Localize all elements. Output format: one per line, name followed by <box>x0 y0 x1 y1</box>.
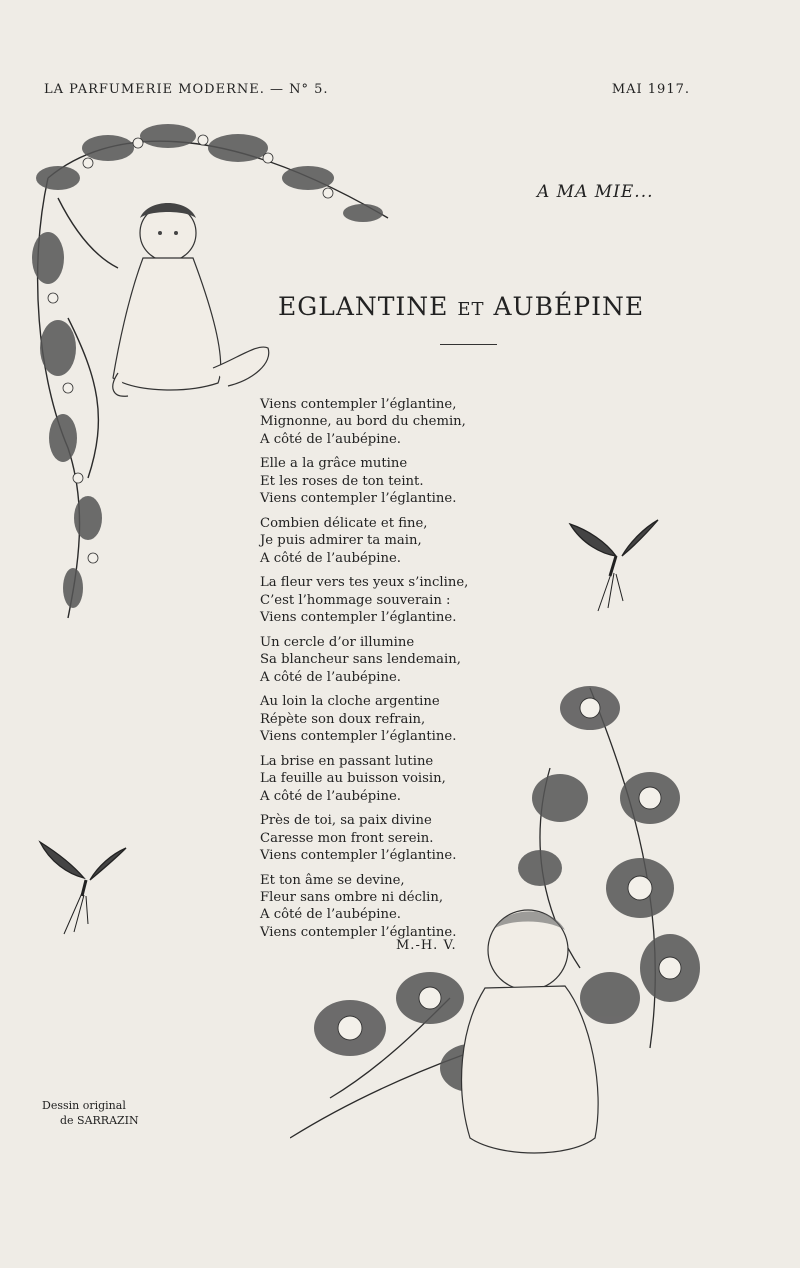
poem-line: Caresse mon front serein. <box>260 830 434 846</box>
poem-title <box>278 292 644 321</box>
poem-line: Mignonne, au bord du chemin, <box>260 414 466 430</box>
poem-line: La fleur vers tes yeux s’incline, <box>260 575 469 591</box>
poem-line: Je puis admirer ta main, <box>260 533 422 549</box>
poem-line: Viens contempler l’églantine. <box>260 729 457 745</box>
poem-line: Elle a la grâce mutine <box>260 456 408 472</box>
poem-line: Près de toi, sa paix divine <box>260 813 432 829</box>
title-rule <box>440 344 497 345</box>
title-part2: AUBÉPINE <box>493 292 645 321</box>
page-header <box>44 82 690 97</box>
poem-stanza <box>260 515 468 567</box>
journal-title: LA PARFUMERIE MODERNE. — N° 5. <box>44 82 329 97</box>
credit-line-1: Dessin original <box>42 1099 126 1112</box>
poem-line: Répète son doux refrain, <box>260 711 426 727</box>
poem-line: C’est l’hommage souverain : <box>260 592 451 608</box>
poem-line: Viens contempler l’églantine. <box>260 847 457 863</box>
poem-line: A côté de l’aubépine. <box>260 907 401 923</box>
dragonfly-icon <box>568 516 663 616</box>
wild-rose-child-illustration <box>290 668 720 1163</box>
poem-stanza <box>260 574 468 626</box>
poem-line: Et les roses de ton teint. <box>260 473 424 489</box>
poem-line: A côté de l’aubépine. <box>260 550 401 566</box>
poem-line: A côté de l’aubépine. <box>260 788 401 804</box>
poem-line: Fleur sans ombre ni déclin, <box>260 890 444 906</box>
title-connector: ET <box>457 299 485 320</box>
poem-line: Viens contempler l’églantine. <box>260 610 457 626</box>
poem-line: Et ton âme se devine, <box>260 872 405 888</box>
dragonfly-icon <box>38 838 130 938</box>
poem-stanza <box>260 396 468 448</box>
poem-line: La feuille au buisson voisin, <box>260 771 446 787</box>
poem-line: La brise en passant lutine <box>260 753 434 769</box>
illustration-credit <box>42 1098 139 1128</box>
poem-stanza <box>260 455 468 507</box>
poem-line: Viens contempler l’églantine, <box>260 397 457 412</box>
poem-line: Combien délicate et fine, <box>260 515 428 531</box>
poem-line: Sa blancheur sans lendemain, <box>260 652 461 668</box>
poem-line: A côté de l’aubépine. <box>260 431 401 447</box>
dedication: A MA MIE... <box>537 182 654 202</box>
title-part1: EGLANTINE <box>278 292 449 321</box>
poem-line: Viens contempler l’églantine. <box>260 491 457 507</box>
poem-line: A côté de l’aubépine. <box>260 669 401 685</box>
author-signature: M.-H. V. <box>396 938 457 953</box>
poem-line: Un cercle d’or illumine <box>260 634 415 650</box>
poem-line: Viens contempler l’églantine. <box>260 924 457 940</box>
issue-date: MAI 1917. <box>611 82 690 97</box>
poem-line: Au loin la cloche argentine <box>260 694 440 710</box>
credit-line-2: de SARRAZIN <box>60 1114 139 1127</box>
